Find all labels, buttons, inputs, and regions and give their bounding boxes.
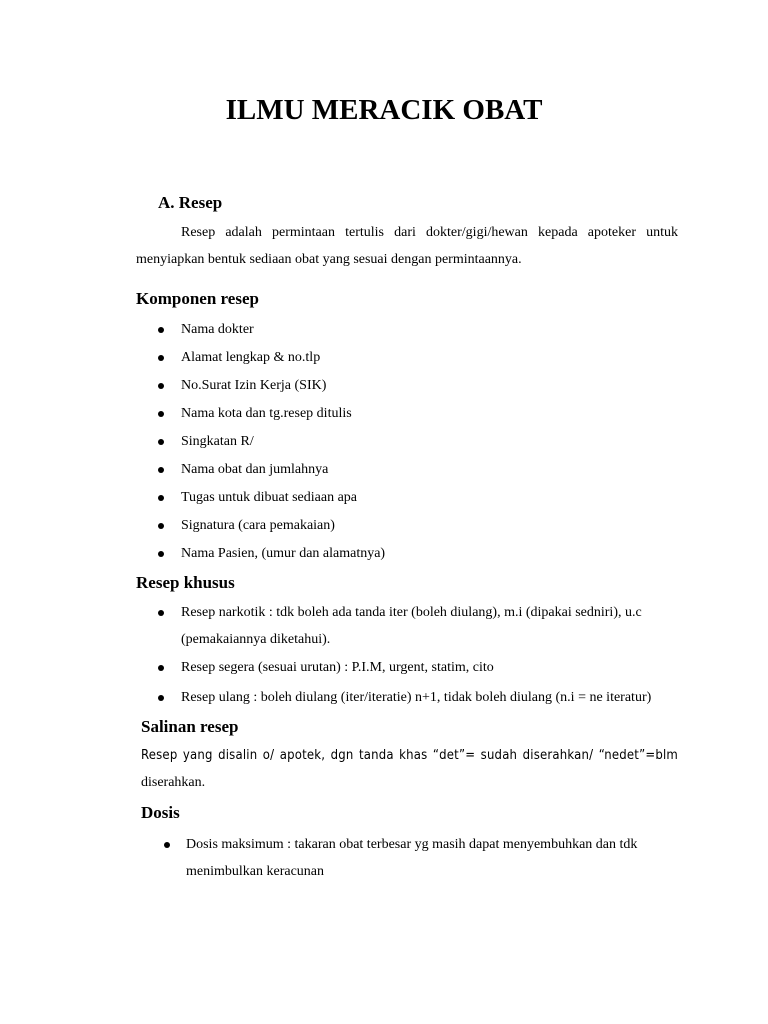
bullet-icon [158,551,164,557]
list-item-text: Nama dokter [181,322,254,337]
bullet-icon [158,467,164,473]
list-item-text-continued: (pemakaiannya diketahui). [181,632,331,647]
bullet-icon [158,439,164,445]
bullet-icon [158,610,164,616]
list-item-text: Nama obat dan jumlahnya [181,462,329,477]
list-item-text: Nama kota dan tg.resep ditulis [181,406,352,421]
salinan-resep-line-1: Resep yang disalin o/ apotek, dgn tanda khas “det”= sudah diserahkan/ “nedet”=blm [141,748,678,763]
bullet-icon [158,411,164,417]
list-item-text: Alamat lengkap & no.tlp [181,350,321,365]
dosis-heading: Dosis [141,803,180,822]
bullet-icon [158,665,164,671]
list-item-text: Dosis maksimum : takaran obat terbesar yg masih dapat menyembuhkan dan tdk [186,837,638,852]
list-item-text: Nama Pasien, (umur dan alamatnya) [181,546,386,561]
resep-definition-line-1: Resep adalah permintaan tertulis dari dokter/gigi/hewan kepada apoteker untuk [181,225,678,240]
salinan-resep-heading: Salinan resep [141,717,239,736]
bullet-icon [158,327,164,333]
list-item-text: Resep segera (sesuai urutan) : P.I.M, urgent, statim, cito [181,660,494,675]
bullet-icon [164,842,170,848]
list-item-text: Tugas untuk dibuat sediaan apa [181,490,358,505]
bullet-icon [158,383,164,389]
list-item-text: No.Surat Izin Kerja (SIK) [181,378,327,393]
bullet-icon [158,695,164,701]
section-a-heading: A. Resep [158,193,223,212]
document-title: ILMU MERACIK OBAT [225,94,543,126]
bullet-icon [158,355,164,361]
salinan-resep-line-2: diserahkan. [141,775,206,790]
resep-definition-line-2: menyiapkan bentuk sediaan obat yang sesuai dengan permintaannya. [136,252,522,267]
list-item-text: Resep ulang : boleh diulang (iter/iteratie) n+1, tidak boleh diulang (n.i = ne iteratur) [181,690,652,705]
resep-khusus-heading: Resep khusus [136,573,235,592]
bullet-icon [158,523,164,529]
bullet-icon [158,495,164,501]
komponen-resep-heading: Komponen resep [136,289,259,308]
list-item-text: Signatura (cara pemakaian) [181,518,335,533]
list-item-text: Resep narkotik : tdk boleh ada tanda iter (boleh diulang), m.i (dipakai sedniri), u.c [181,605,642,620]
list-item-text-continued: menimbulkan keracunan [186,864,325,879]
list-item-text: Singkatan R/ [181,434,254,449]
